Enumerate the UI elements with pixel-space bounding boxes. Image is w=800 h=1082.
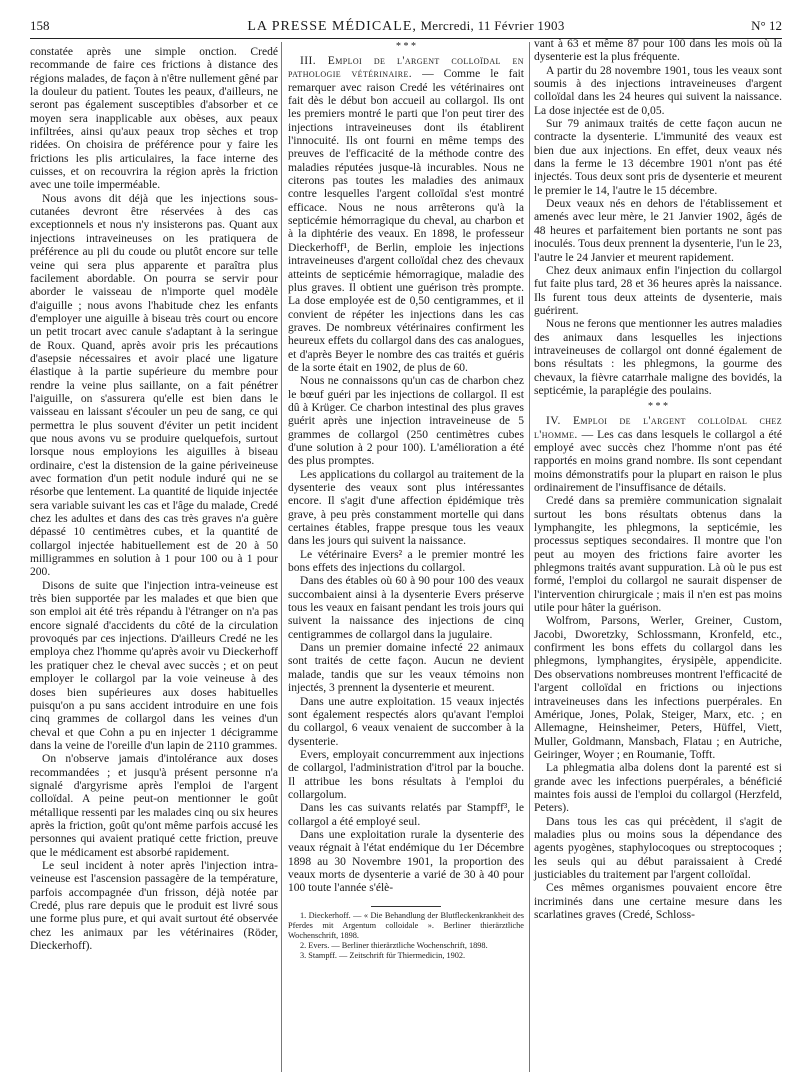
section-separator: * * * bbox=[648, 401, 668, 413]
paragraph: Dans une exploitation rurale la dysenterie des veaux régnait à l'état endémique du 1er Décembre 1898 au 30 Novembre 1901, la proportion des veaux morts de dysenterie a varié de 30 à 40 pour 100 toute l'année s'élè- bbox=[288, 828, 524, 895]
paragraph: Ces mêmes organismes pouvaient encore être incriminés dans une certaine mesure dans les scarlatines graves (Credé, Schloss- bbox=[534, 882, 782, 921]
paragraph: Les applications du collargol au traitement de la dysenterie des veaux sont plus intéressantes encore. Il s'agit d'une affection épidémique très grave, à peu près constamment mortelle qui dans certaines étables, frappe presque tous les veaux dans les jours qui suivent la naissance. bbox=[288, 468, 524, 548]
paragraph: Chez deux animaux enfin l'injection du collargol fut faite plus tard, 28 et 36 heures après la naissance. Ils furent tous deux atteints de dysenterie, mais guérirent. bbox=[534, 264, 782, 317]
issue-number: N° 12 bbox=[751, 18, 782, 33]
paragraph: Disons de suite que l'injection intra-veineuse est très bien supportée par les malades et que bien que son emploi ait été très répandu à l'étranger on n'a pas encore signalé d'accidents du côté de la circulation provoqués par ces injections. D'ailleurs Credé ne les employa chez l'homme qu'après avoir vu Dieckerhoff les pratiquer chez le cheval avec succès ; et on peut employer le collargol par la voie veineuse à des doses bien supérieures aux doses habituelles puisqu'on a pu sans accident introduire en une fois cinq grammes de collargol dans les veines d'un cheval et que Cohn a pu en injecter 1 décigramme dans la veine de l'oreille d'un lapin de 2110 grammes. bbox=[30, 579, 278, 752]
footnote: 1. Dieckerhoff. — « Die Behandlung der Blutfleckenkrankheit des Pferdes mit Argentum colloidale ». Berliner thierärztliche Wochenschrift, 1898. bbox=[288, 910, 524, 940]
section-heading: III. Emploi de l'argent colloïdal en pathologie vétérinaire. bbox=[288, 55, 524, 81]
paragraph: Evers, employait concurremment aux injections de collargol, l'administration d'itrol par la bouche. Il attribue les bons résultats à l'emploi du collargolum. bbox=[288, 748, 524, 801]
paragraph: Le seul incident à noter après l'injection intra-veineuse est l'ascension passagère de la température, parfois accompagnée d'un frisson, déjà notée par Credé, plus rare depuis que le produit est livré sous une forme plus pure, et qui avait surtout été observée chez les animaux par les vétérinaires (Röder, Dieckerhoff). bbox=[30, 859, 278, 953]
column-left bbox=[30, 46, 278, 953]
section-separator: * * * bbox=[396, 41, 416, 52]
paragraph: Dans tous les cas qui précèdent, il s'agit de maladies plus ou moins sous la dépendance des agents pyogènes, staphylocoques ou streptocoques ; les seuls qui au début paraissaient à Credé justiciables du traitement par l'argent colloïdal. bbox=[534, 815, 782, 881]
paragraph: On n'observe jamais d'intolérance aux doses recommandées ; et jusqu'à présent personne n'a signalé d'argyrisme après l'emploi de l'argent colloïdal. A peine peut-on mentionner le goût métallique ressenti par les malades cinq ou six heures après la friction, goût qu'ont même parfois accusé les personnes qui avaient pratiqué cette friction, preuve que le médicament est absorbé rapidement. bbox=[30, 753, 278, 859]
paragraph: La phlegmatia alba dolens dont la parenté est si grande avec les infections puerpérales, a bénéficié maintes fois aussi de l'emploi du collargol (Herzfeld, Peters). bbox=[534, 762, 782, 815]
paragraph: Dans un premier domaine infecté 22 animaux sont traités de cette façon. Aucun ne devient malade, tandis que sur les veaux témoins non injectés, 3 prennent la dysenterie et meurent. bbox=[288, 642, 524, 695]
paragraph: constatée après une simple onction. Credé recommande de faire ces frictions à distance des régions malades, de façon à n'être nullement gêné par la douleur du patient. Toutes les peaux, d'ailleurs, ne seront pas également susceptibles d'absorber et ce moyen sera inapplicable aux obèses, aux peaux infiltrées, ainsi qu'aux peaux trop sèches et trop ridées. On choisira de préférence pour y faire les frictions les plis articulaires, la face interne des cuisses, et on recouvrira la région après la friction avec une toile imperméable. bbox=[30, 46, 278, 192]
section-heading: IV. Emploi de l'argent colloïdal chez l'homme. bbox=[534, 415, 782, 441]
column-divider bbox=[281, 42, 282, 1072]
paragraph: Le vétérinaire Evers² a le premier montré les bons effets des injections du collargol. bbox=[288, 548, 524, 575]
footnote: 3. Stampff. — Zeitschrift für Thiermedicin, 1902. bbox=[300, 950, 466, 960]
paragraph: Deux veaux nés en dehors de l'établissement et amenés avec leur mère, le 21 Janvier 1902, âgés de 48 heures et parfaitement bien portants ne sont pas inoculés. Tous deux prennent la dysenterie, l'un le 23, l'autre le 24 Janvier et meurent rapidement. bbox=[534, 198, 782, 264]
paragraph: Dans une autre exploitation. 15 veaux injectés sont également respectés alors qu'avant l'emploi du collargol, 6 veaux venaient de succomber à la dysenterie. bbox=[288, 695, 524, 748]
paragraph: vant à 63 et même 87 pour 100 dans les mois où la dysenterie est la plus fréquente. bbox=[534, 38, 782, 64]
footnote-rule bbox=[371, 906, 441, 907]
paragraph: — Les cas dans lesquels le collargol a été employé avec succès chez l'homme n'ont pas été rapportés en moins grand nombre. Ils sont cependant moins démonstratifs pour la plupart en raison le plus ordinairement de l'insuffisance de détails. bbox=[534, 428, 783, 494]
paragraph: Dans les cas suivants relatés par Stampff³, le collargol a été employé seul. bbox=[288, 802, 524, 828]
paragraph: Wolfrom, Parsons, Werler, Greiner, Custom, Jacobi, Dworetzky, Schlossmann, Kronfeld, etc., confirment les bons effets du collargol dans les phlegmons, lymphangites, érysipèle, appendicite. Des observations nombreuses montrent l'efficacité de l'argent colloïdal en frictions ou injections intraveineuses dans les infections puerpérales. En Amérique, Jones, Polak, Steiger, Marx, etc. ; en Allemagne, Heinsheimer, Peters, Hüffel, Viett, Muller, Goldmann, Mansbach, Flatau ; en Autriche, Geiringer, Woyer ; en Roumanie, Tofft. bbox=[534, 615, 782, 761]
paragraph: Nous ne connaissons qu'un cas de charbon chez le bœuf guéri par les injections de collargol. Il est dû à Krüger. Ce charbon intestinal des plus graves guérit après une injection intraveineuse de 5 grammes de collargol (250 centimètres cubes d'une solution à 2 pour 100). L'amélioration a été des plus promptes. bbox=[288, 375, 524, 468]
journal-title: LA PRESSE MÉDICALE, bbox=[247, 19, 417, 34]
paragraph: — Comme le fait remarquer avec raison Credé les vétérinaires ont fait dès le début bon accueil au collargol. Ils ont les premiers montré le parti que l'on peut tirer des injections intraveineuses dont ils établirent l'innocuité. Ils ont fourni en même temps des preuves de l'efficacité de la méthode contre des maladies réputées jusque-là incurables. Nous ne citerons pas toutes les maladies des animaux contre lesquelles l'argent colloïdal s'est montré efficace. Nous ne nous arrêterons qu'à la septicémie hémorragique du cheval, au charbon et à la diphtérie des veaux. En 1898, le professeur Dieckerhoff¹, de Berlin, emploie les injections intraveineuses d'argent colloïdal chez des chevaux atteints de septicémie hémorragique, maladie des plus graves. Il obtient une guérison très prompte. La dose employée est de 0,50 centigrammes, et il convient de répéter les injections dans les cas graves. De nombreux vétérinaires confirment les heureux effets du collargol dans des cas analogues, et d'après Beyer le nombre des cas traités et guéris de la sorte était en 1902, de plus de 60. bbox=[288, 68, 524, 374]
column-divider bbox=[529, 42, 530, 1072]
paragraph: Credé dans sa première communication signalait surtout les bons résultats obtenus dans la lymphangite, les phlegmons, la septicémie, les processus septiques secondaires. Il montre que l'on peut au moyen des frictions faire avorter les phlegmons traités avant suppuration. Là où le pus est formé, l'emploi du collargol ne saurait dispenser de l'intervention chirurgicale ; mais il n'en est pas moins utile pour hâter la guérison. bbox=[534, 495, 782, 615]
column-right bbox=[534, 38, 782, 922]
page-number: 158 bbox=[30, 18, 50, 33]
column-middle bbox=[288, 38, 524, 961]
paragraph: A partir du 28 novembre 1901, tous les veaux sont soumis à des injections intraveineuses d'argent colloïdal dans les 24 heures qui suivent la naissance. La dose injectée est de 0,05. bbox=[534, 64, 782, 117]
footnote: 2. Evers. — Berliner thierärztliche Wochenschrift, 1898. bbox=[300, 940, 488, 950]
paragraph: Dans des étables où 60 à 90 pour 100 des veaux succombaient ainsi à la dysenterie Evers préserve tous les veaux en faisant pendant les trois jours qui suivent la naissance des injections de cinq centigrammes de collargol dans la jugulaire. bbox=[288, 575, 524, 641]
paragraph: Sur 79 animaux traités de cette façon aucun ne contracte la dysenterie. L'immunité des veaux est bien due aux injections. En effet, deux veaux nés dans la ferme le 13 décembre 1901 n'ont pas été injectés. Tous deux sont pris de dysenterie et meurent le premier le 14, l'autre le 15 décembre. bbox=[534, 118, 782, 197]
paragraph: Nous avons dit déjà que les injections sous-cutanées devront être réservées à des cas exceptionnels et nous n'y insisterons pas. Quant aux injections intraveineuses on les pratiquera de préférence au pli du coude ou plutôt encore sur telle veine qui sera plus apparente et paraîtra plus facilement abordable. On pourra se servir pour aborder le vaisseau de n'importe quel modèle d'aiguille ; nous avons l'habitude chez les enfants d'employer une aiguille à biseau très court ou encore un petit trocart avec canule s'adaptant à la seringue de Roux. Quand, après avoir pris les précautions d'asepsie nécessaires et avoir placé une ligature élastique à la partie supérieure du membre pour rendre la veine plus saillante, on a fait pénétrer l'aiguille, on s'assurera qu'elle est bien dans le vaisseau en laissant s'écouler un peu de sang, ce qui permettra le plus souvent d'éviter un petit incident que nous avons vu se produire quelquefois, surtout lorsque nous employions les aiguilles à biseau ordinaire, c'est la distension de la gaine périveineuse avec formation d'un petit nodule induré qui ne se résorbe que lentement. La quantité de liquide injectée sera variable suivant les cas et l'âge du malade, Credé chez les adultes et dans des cas très graves n'a guère dépassé 10 centimètres cubes, et la quantité de collargol injectée habituellement est de 20 à 50 milligrammes en solution à 1 pour 100 ou à 1 pour 200. bbox=[30, 192, 278, 579]
running-title bbox=[30, 18, 782, 35]
issue-date: Mercredi, 11 Février 1903 bbox=[420, 18, 565, 33]
paragraph: Nous ne ferons que mentionner les autres maladies des animaux dans lesquelles les injections intraveineuses de collargol ont donné également de bons résultats : les phlegmons, la gourme des chevaux, la fièvre catarrhale maligne des bovidés, la septicémie, la paraplégie des poulains. bbox=[534, 318, 782, 397]
page-header bbox=[30, 18, 782, 40]
